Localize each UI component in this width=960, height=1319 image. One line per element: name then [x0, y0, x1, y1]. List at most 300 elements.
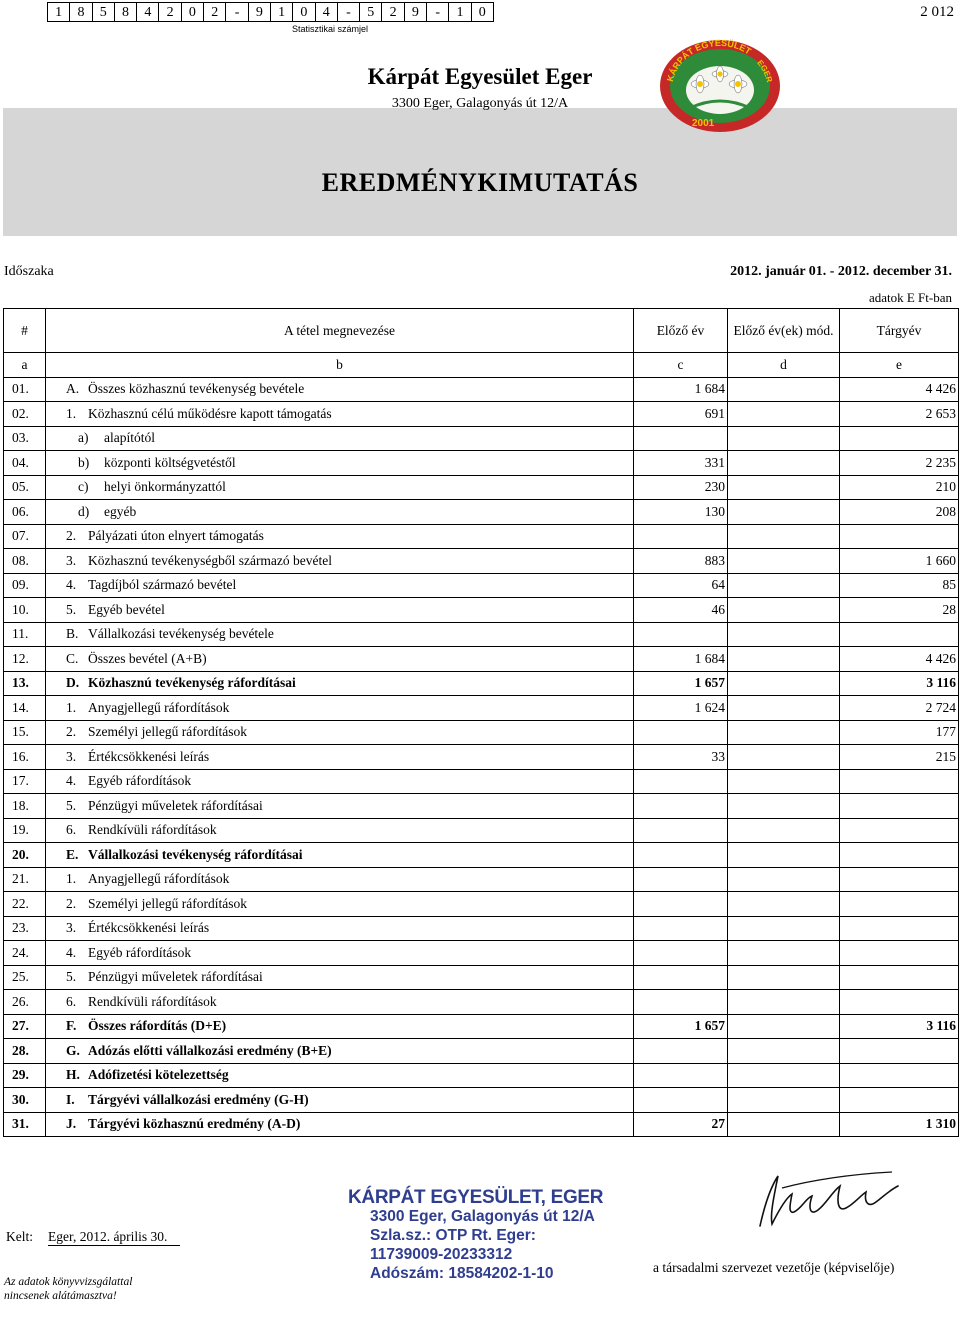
- modification-value: [728, 451, 840, 476]
- row-code: 3.: [66, 920, 77, 936]
- row-number: 25.: [4, 965, 46, 990]
- current-year-value: 2 724: [840, 696, 959, 721]
- row-code: 1.: [66, 871, 77, 887]
- stat-digit-box: 2: [381, 2, 404, 22]
- stat-digit-box: 8: [114, 2, 137, 22]
- stat-digit-box: 0: [292, 2, 315, 22]
- row-number: 10.: [4, 598, 46, 623]
- row-label: Összes közhasznú tevékenység bevétele: [88, 381, 305, 397]
- organization-address: 3300 Eger, Galagonyás út 12/A: [391, 96, 569, 111]
- row-label: Tárgyévi közhasznú eredmény (A-D): [88, 1116, 301, 1132]
- row-label-cell: [46, 451, 634, 476]
- row-code: J.: [66, 1116, 77, 1132]
- previous-year-value: [634, 843, 728, 868]
- stamp-line: Adószám: 18584202-1-10: [370, 1265, 554, 1282]
- header-previous-year-mod: Előző év(ek) mód.: [728, 309, 840, 353]
- row-label-cell: [46, 1112, 634, 1137]
- row-label: Értékcsökkenési leírás: [88, 920, 210, 936]
- stat-digit-box: 1: [448, 2, 471, 22]
- modification-value: [728, 696, 840, 721]
- previous-year-value: 1 684: [634, 377, 728, 402]
- row-label-cell: [46, 696, 634, 721]
- table-row: [4, 1014, 959, 1039]
- current-year-value: 28: [840, 598, 959, 623]
- current-year-value: [840, 892, 959, 917]
- stat-digit-box: 5: [92, 2, 115, 22]
- previous-year-value: [634, 1039, 728, 1064]
- row-label-cell: [46, 671, 634, 696]
- modification-value: [728, 990, 840, 1015]
- row-label-cell: [46, 500, 634, 525]
- current-year-value: [840, 941, 959, 966]
- table-row: [4, 426, 959, 451]
- stat-digit-box: 2: [203, 2, 226, 22]
- modification-value: [728, 475, 840, 500]
- row-label-cell: [46, 647, 634, 672]
- previous-year-value: 130: [634, 500, 728, 525]
- row-code: 4.: [66, 773, 77, 789]
- row-label-cell: [46, 377, 634, 402]
- letter-e: e: [840, 353, 959, 378]
- row-label-cell: [46, 769, 634, 794]
- stat-digit-box: 0: [471, 2, 494, 22]
- row-number: 31.: [4, 1112, 46, 1137]
- stat-digit-box: -: [426, 2, 449, 22]
- current-year-value: 85: [840, 573, 959, 598]
- row-number: 30.: [4, 1088, 46, 1113]
- table-row: [4, 769, 959, 794]
- stamp-line: 3300 Eger, Galagonyás út 12/A: [370, 1208, 595, 1225]
- stat-digit-box: 4: [136, 2, 159, 22]
- previous-year-value: [634, 818, 728, 843]
- modification-value: [728, 524, 840, 549]
- stamp-line: 11739009-20233312: [370, 1246, 513, 1263]
- row-number: 24.: [4, 941, 46, 966]
- audit-note: Az adatok könyvvizsgálattal nincsenek alátámasztva!: [4, 1276, 133, 1302]
- current-year-value: [840, 524, 959, 549]
- row-label-cell: [46, 745, 634, 770]
- row-number: 28.: [4, 1039, 46, 1064]
- table-row: [4, 916, 959, 941]
- row-label-cell: [46, 1088, 634, 1113]
- row-label: Egyéb ráfordítások: [88, 773, 192, 789]
- row-label: Adófizetési kötelezettség: [88, 1067, 229, 1083]
- modification-value: [728, 1088, 840, 1113]
- row-number: 17.: [4, 769, 46, 794]
- row-label: Vállalkozási tevékenység bevétele: [88, 626, 274, 642]
- row-number: 03.: [4, 426, 46, 451]
- row-label: Pályázati úton elnyert támogatás: [88, 528, 264, 544]
- row-label: Közhasznú célú működésre kapott támogatás: [88, 405, 332, 421]
- previous-year-value: [634, 990, 728, 1015]
- modification-value: [728, 720, 840, 745]
- row-code: 2.: [66, 724, 77, 740]
- row-number: 29.: [4, 1063, 46, 1088]
- logo-top-text: KÁRPÁT EGYESÜLET: [664, 37, 753, 83]
- row-code: 5.: [66, 969, 77, 985]
- modification-value: [728, 622, 840, 647]
- row-label: Pénzügyi műveletek ráfordításai: [88, 969, 263, 985]
- previous-year-value: [634, 720, 728, 745]
- stat-digit-box: 9: [248, 2, 271, 22]
- table-row: [4, 818, 959, 843]
- current-year-value: 208: [840, 500, 959, 525]
- stat-digit-box: 1: [270, 2, 293, 22]
- modification-value: [728, 377, 840, 402]
- letter-b: b: [46, 353, 634, 378]
- row-label: Adózás előtti vállalkozási eredmény (B+E): [88, 1042, 332, 1058]
- organization-name: Kárpát Egyesület Eger: [367, 64, 593, 89]
- date-value: Eger, 2012. április 30.: [48, 1229, 180, 1246]
- period-label: Időszaka: [4, 264, 54, 279]
- row-code: 6.: [66, 993, 77, 1009]
- row-label-cell: [46, 990, 634, 1015]
- modification-value: [728, 941, 840, 966]
- row-label-cell: [46, 1063, 634, 1088]
- row-number: 02.: [4, 402, 46, 427]
- current-year-value: 2 235: [840, 451, 959, 476]
- table-row: [4, 671, 959, 696]
- logo-side-text: EGER: [755, 58, 774, 84]
- current-year-value: [840, 622, 959, 647]
- row-number: 05.: [4, 475, 46, 500]
- header-item-name: A tétel megnevezése: [46, 309, 634, 353]
- row-label: egyéb: [104, 503, 137, 519]
- table-row: [4, 1039, 959, 1064]
- row-label: Összes bevétel (A+B): [88, 650, 207, 666]
- row-number: 26.: [4, 990, 46, 1015]
- row-label: Összes ráfordítás (D+E): [88, 1018, 227, 1034]
- row-code: c): [78, 479, 89, 495]
- previous-year-value: [634, 426, 728, 451]
- row-code: 6.: [66, 822, 77, 838]
- row-label: helyi önkormányzattól: [104, 479, 226, 495]
- current-year-value: [840, 426, 959, 451]
- current-year-value: [840, 867, 959, 892]
- row-label: Értékcsökkenési leírás: [88, 748, 210, 764]
- previous-year-value: [634, 524, 728, 549]
- table-row: [4, 1088, 959, 1113]
- row-label-cell: [46, 818, 634, 843]
- modification-value: [728, 892, 840, 917]
- previous-year-value: 1 684: [634, 647, 728, 672]
- table-row: [4, 549, 959, 574]
- header-number: #: [4, 309, 46, 353]
- current-year-value: [840, 990, 959, 1015]
- modification-value: [728, 1039, 840, 1064]
- modification-value: [728, 745, 840, 770]
- row-label: Tárgyévi vállalkozási eredmény (G-H): [88, 1091, 309, 1107]
- table-row: [4, 941, 959, 966]
- current-year-value: 4 426: [840, 647, 959, 672]
- row-code: 5.: [66, 601, 77, 617]
- row-label-cell: [46, 1014, 634, 1039]
- table-row: [4, 843, 959, 868]
- row-number: 15.: [4, 720, 46, 745]
- stat-number-label: Statisztikai számjel: [292, 24, 369, 34]
- row-number: 20.: [4, 843, 46, 868]
- stat-digit-box: 9: [404, 2, 427, 22]
- row-code: C.: [66, 650, 79, 666]
- row-code: 5.: [66, 797, 77, 813]
- previous-year-value: [634, 941, 728, 966]
- units-note: adatok E Ft-ban: [868, 290, 952, 305]
- previous-year-value: [634, 1088, 728, 1113]
- table-row: [4, 647, 959, 672]
- row-label: Egyéb bevétel: [88, 601, 165, 617]
- stat-digit-box: 5: [359, 2, 382, 22]
- row-code: d): [78, 503, 90, 519]
- row-code: G.: [66, 1042, 80, 1058]
- row-code: F.: [66, 1018, 77, 1034]
- row-label-cell: [46, 867, 634, 892]
- modification-value: [728, 1063, 840, 1088]
- current-year-value: [840, 1039, 959, 1064]
- table-row: [4, 696, 959, 721]
- modification-value: [728, 818, 840, 843]
- modification-value: [728, 500, 840, 525]
- row-label-cell: [46, 941, 634, 966]
- row-code: 1.: [66, 405, 77, 421]
- current-year-value: [840, 818, 959, 843]
- modification-value: [728, 867, 840, 892]
- row-label: központi költségvetéstől: [104, 454, 236, 470]
- previous-year-value: 27: [634, 1112, 728, 1137]
- table-row: [4, 720, 959, 745]
- row-label-cell: [46, 916, 634, 941]
- row-label-cell: [46, 1039, 634, 1064]
- table-letter-row: [4, 353, 959, 378]
- previous-year-value: 230: [634, 475, 728, 500]
- table-row: [4, 965, 959, 990]
- previous-year-value: 883: [634, 549, 728, 574]
- table-row: [4, 573, 959, 598]
- row-label-cell: [46, 549, 634, 574]
- table-row: [4, 1112, 959, 1137]
- modification-value: [728, 916, 840, 941]
- row-number: 27.: [4, 1014, 46, 1039]
- previous-year-value: [634, 867, 728, 892]
- stat-number-boxes: [48, 2, 494, 22]
- modification-value: [728, 402, 840, 427]
- row-label-cell: [46, 598, 634, 623]
- row-label-cell: [46, 892, 634, 917]
- modification-value: [728, 794, 840, 819]
- table-row: [4, 524, 959, 549]
- row-label: Tagdíjból származó bevétel: [88, 577, 237, 593]
- row-number: 14.: [4, 696, 46, 721]
- row-label: alapítótól: [104, 430, 155, 446]
- row-code: E.: [66, 846, 79, 862]
- table-row: [4, 451, 959, 476]
- row-code: I.: [66, 1091, 75, 1107]
- current-year-value: 1 310: [840, 1112, 959, 1137]
- row-number: 16.: [4, 745, 46, 770]
- current-year-value: 3 116: [840, 671, 959, 696]
- row-label-cell: [46, 402, 634, 427]
- current-year-value: 2 653: [840, 402, 959, 427]
- modification-value: [728, 965, 840, 990]
- row-label: Anyagjellegű ráfordítások: [88, 871, 230, 887]
- table-row: [4, 1063, 959, 1088]
- document-title: EREDMÉNYKIMUTATÁS: [321, 168, 639, 197]
- previous-year-value: [634, 794, 728, 819]
- row-label-cell: [46, 720, 634, 745]
- previous-year-value: [634, 965, 728, 990]
- current-year-value: [840, 794, 959, 819]
- stat-digit-box: 1: [47, 2, 70, 22]
- logo-year-text: 2001: [692, 118, 715, 129]
- modification-value: [728, 647, 840, 672]
- header-previous-year: Előző év: [634, 309, 728, 353]
- table-row: [4, 598, 959, 623]
- organization-logo: [650, 28, 790, 133]
- stat-digit-box: 2: [158, 2, 181, 22]
- row-number: 23.: [4, 916, 46, 941]
- row-code: 2.: [66, 528, 77, 544]
- row-label: Rendkívüli ráfordítások: [88, 822, 217, 838]
- row-code: a): [78, 430, 89, 446]
- row-number: 21.: [4, 867, 46, 892]
- row-code: 2.: [66, 895, 77, 911]
- row-code: A.: [66, 381, 80, 397]
- row-number: 04.: [4, 451, 46, 476]
- stat-digit-box: 4: [315, 2, 338, 22]
- row-label: Egyéb ráfordítások: [88, 944, 192, 960]
- row-code: b): [78, 454, 90, 470]
- row-label-cell: [46, 965, 634, 990]
- modification-value: [728, 426, 840, 451]
- row-label-cell: [46, 843, 634, 868]
- row-label: Pénzügyi műveletek ráfordításai: [88, 797, 263, 813]
- modification-value: [728, 843, 840, 868]
- previous-year-value: [634, 769, 728, 794]
- current-year-value: 215: [840, 745, 959, 770]
- previous-year-value: 331: [634, 451, 728, 476]
- table-row: [4, 377, 959, 402]
- row-number: 08.: [4, 549, 46, 574]
- row-code: 1.: [66, 699, 77, 715]
- stamp-line: KÁRPÁT EGYESÜLET, EGER: [348, 1187, 604, 1208]
- stat-digit-box: 0: [181, 2, 204, 22]
- period-value: 2012. január 01. - 2012. december 31.: [730, 264, 952, 279]
- previous-year-value: 64: [634, 573, 728, 598]
- row-label: Anyagjellegű ráfordítások: [88, 699, 230, 715]
- previous-year-value: 33: [634, 745, 728, 770]
- row-code: 3.: [66, 748, 77, 764]
- table-row: [4, 794, 959, 819]
- table-row: [4, 622, 959, 647]
- row-code: D.: [66, 675, 80, 691]
- current-year-value: [840, 843, 959, 868]
- modification-value: [728, 769, 840, 794]
- table-row: [4, 745, 959, 770]
- row-label: Vállalkozási tevékenység ráfordításai: [88, 846, 303, 862]
- table-header-row: [4, 309, 959, 353]
- row-code: 3.: [66, 552, 77, 568]
- table-row: [4, 867, 959, 892]
- previous-year-value: 1 657: [634, 671, 728, 696]
- row-label-cell: [46, 573, 634, 598]
- row-number: 13.: [4, 671, 46, 696]
- stamp-line: Szla.sz.: OTP Rt. Eger:: [370, 1227, 536, 1244]
- row-code: 4.: [66, 944, 77, 960]
- row-number: 22.: [4, 892, 46, 917]
- row-label-cell: [46, 622, 634, 647]
- modification-value: [728, 1112, 840, 1137]
- signature: [752, 1168, 902, 1238]
- previous-year-value: 1 657: [634, 1014, 728, 1039]
- current-year-value: [840, 965, 959, 990]
- date-label: Kelt:: [6, 1229, 33, 1244]
- previous-year-value: [634, 916, 728, 941]
- current-year-value: 1 660: [840, 549, 959, 574]
- row-number: 06.: [4, 500, 46, 525]
- row-label-cell: [46, 794, 634, 819]
- current-year-value: [840, 1063, 959, 1088]
- modification-value: [728, 573, 840, 598]
- current-year-value: [840, 916, 959, 941]
- letter-a: a: [4, 353, 46, 378]
- table-row: [4, 892, 959, 917]
- current-year-value: [840, 769, 959, 794]
- row-label-cell: [46, 426, 634, 451]
- current-year-value: 177: [840, 720, 959, 745]
- row-number: 18.: [4, 794, 46, 819]
- table-row: [4, 990, 959, 1015]
- previous-year-value: [634, 622, 728, 647]
- report-year: 2 012: [920, 4, 954, 20]
- letter-c: c: [634, 353, 728, 378]
- row-number: 01.: [4, 377, 46, 402]
- row-number: 09.: [4, 573, 46, 598]
- previous-year-value: [634, 1063, 728, 1088]
- current-year-value: 4 426: [840, 377, 959, 402]
- previous-year-value: 691: [634, 402, 728, 427]
- table-row: [4, 402, 959, 427]
- row-label-cell: [46, 524, 634, 549]
- table-row: [4, 500, 959, 525]
- stat-digit-box: -: [337, 2, 360, 22]
- row-code: B.: [66, 626, 79, 642]
- row-label: Személyi jellegű ráfordítások: [88, 895, 247, 911]
- current-year-value: 210: [840, 475, 959, 500]
- signature-caption: a társadalmi szervezet vezetője (képviselője): [653, 1260, 895, 1275]
- row-label: Személyi jellegű ráfordítások: [88, 724, 247, 740]
- row-label: Közhasznú tevékenységből származó bevétel: [88, 552, 333, 568]
- header-current-year: Tárgyév: [840, 309, 959, 353]
- current-year-value: [840, 1088, 959, 1113]
- row-label: Rendkívüli ráfordítások: [88, 993, 217, 1009]
- income-statement-table: [3, 308, 959, 1137]
- organization-stamp: [348, 1188, 606, 1283]
- row-number: 11.: [4, 622, 46, 647]
- letter-d: d: [728, 353, 840, 378]
- row-number: 12.: [4, 647, 46, 672]
- previous-year-value: [634, 892, 728, 917]
- modification-value: [728, 1014, 840, 1039]
- table-row: [4, 475, 959, 500]
- row-code: 4.: [66, 577, 77, 593]
- row-number: 07.: [4, 524, 46, 549]
- row-number: 19.: [4, 818, 46, 843]
- current-year-value: 3 116: [840, 1014, 959, 1039]
- modification-value: [728, 549, 840, 574]
- stat-digit-box: -: [225, 2, 248, 22]
- modification-value: [728, 671, 840, 696]
- row-code: H.: [66, 1067, 80, 1083]
- previous-year-value: 46: [634, 598, 728, 623]
